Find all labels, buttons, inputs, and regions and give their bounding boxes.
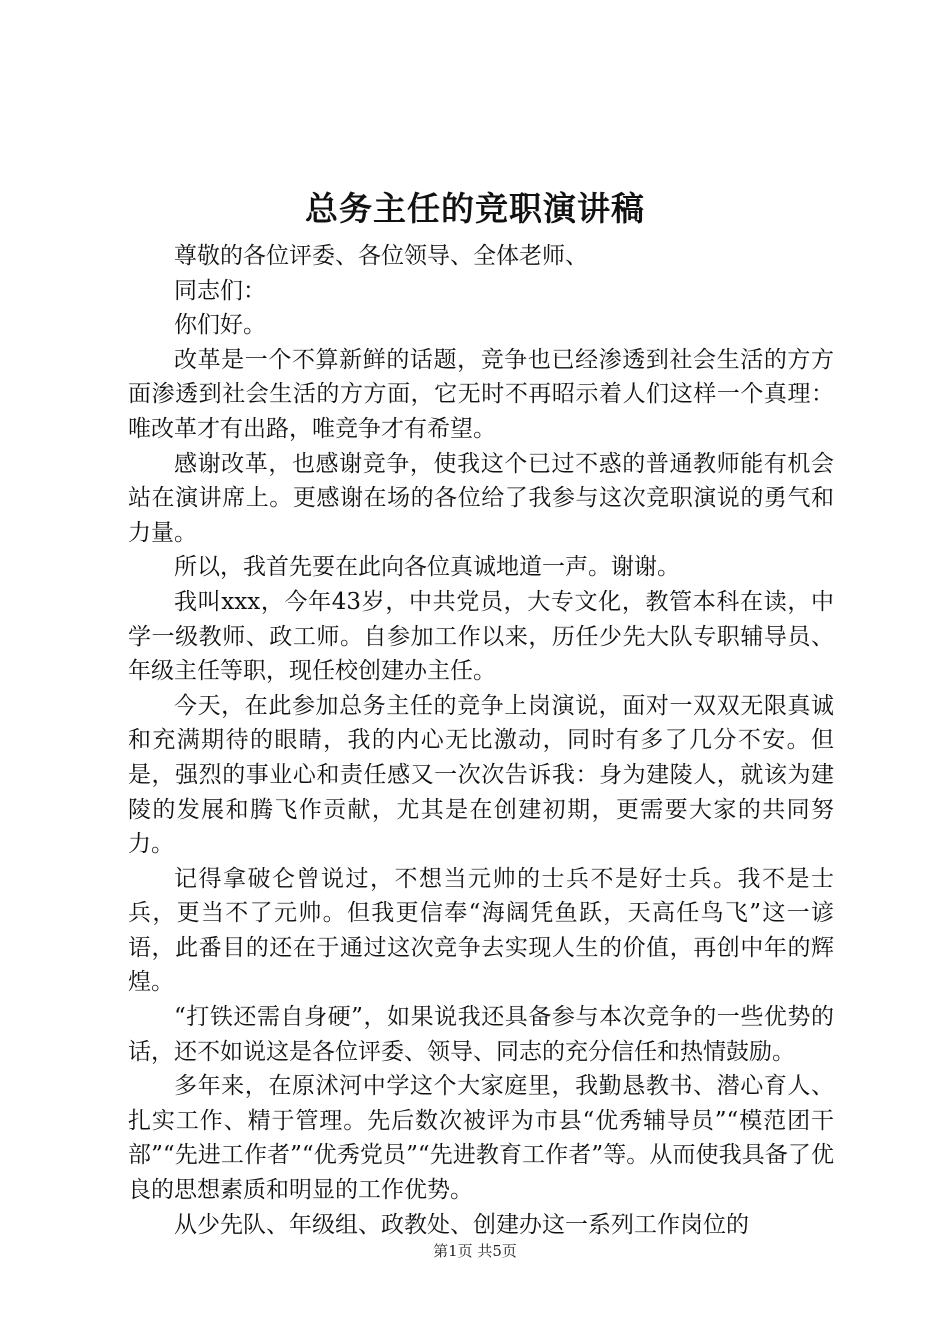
- paragraph: 改革是一个不算新鲜的话题，竞争也已经渗透到社会生活的方方面渗透到社会生活的方方面，它无时不再昭示着人们这样一个真理：唯改革才有出路，唯竞争才有希望。: [128, 346, 834, 442]
- document-body: [128, 239, 834, 1242]
- paragraph: 我叫xxx，今年43岁，中共党员，大专文化，教管本科在读，中学一级教师、政工师。自参加工作以来，历任少先大队专职辅导员、年级主任等职，现任校创建办主任。: [128, 588, 834, 685]
- document-title: 总务主任的竞职演讲稿: [305, 189, 645, 228]
- paragraph: “打铁还需自身硬”，如果说我还具备参与本次竞争的一些优势的话，还不如说这是各位评委、领导、同志的充分信任和热情鼓励。: [128, 1004, 834, 1065]
- salutation-line-1: 尊敬的各位评委、各位领导、全体老师、: [174, 243, 588, 269]
- paragraph: 今天，在此参加总务主任的竞争上岗演说，面对一双双无限真诚和充满期待的眼睛，我的内心无比激动，同时有多了几分不安。但是，强烈的事业心和责任感又一次次告诉我：身为建陵人，就该为建陵的发展和腾飞作贡献，尤其是在创建初期，更需要大家的共同努力。: [128, 692, 834, 858]
- paragraph: 所以，我首先要在此向各位真诚地道一声。谢谢。: [174, 554, 680, 581]
- salutation-line-2: 同志们：: [174, 277, 266, 304]
- greeting: 你们好。: [174, 312, 266, 339]
- paragraph: 感谢改革，也感谢竞争，使我这个已过不惑的普通教师能有机会站在演讲席上。更感谢在场的各位给了我参与这次竞职演说的勇气和力量。: [128, 450, 834, 546]
- paragraph: 从少先队、年级组、政教处、创建办这一系列工作岗位的: [174, 1211, 749, 1238]
- paragraph: 记得拿破仑曾说过，不想当元帅的士兵不是好士兵。我不是士兵，更当不了元帅。但我更信奉“海阔凭鱼跃，天高任鸟飞”这一谚语，此番目的还在于通过这次竞争去实现人生的价值，再创中年的辉煌。: [128, 865, 834, 996]
- paragraph: 多年来，在原沭河中学这个大家庭里，我勤恳教书、潜心育人、扎实工作、精于管理。先后数次被评为市县“优秀辅导员”“模范团干部”“先进工作者”“优秀党员”“先进教育工作者”等。从而使我具备了优良的思想素质和明显的工作优势。: [128, 1073, 834, 1204]
- page-number-footer: 第1页 共5页: [433, 1242, 517, 1260]
